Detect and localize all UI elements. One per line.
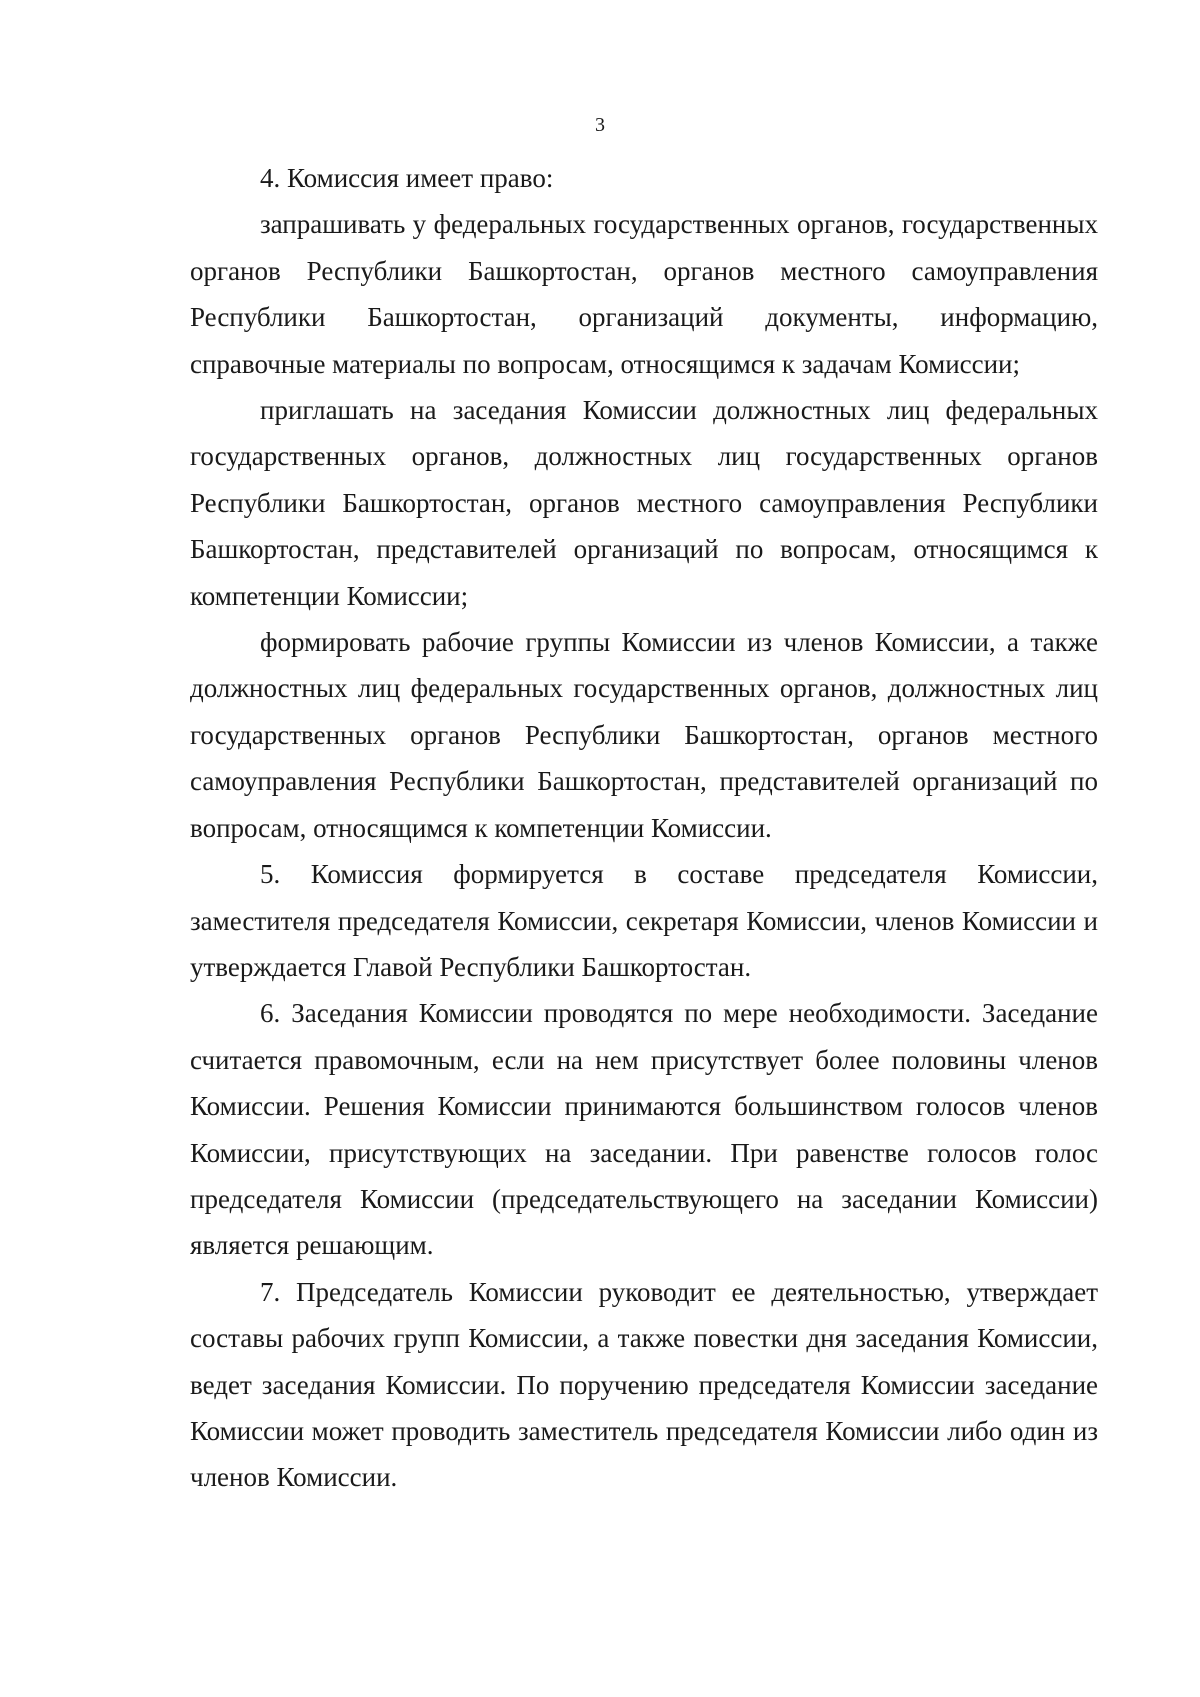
page-number: 3: [595, 114, 605, 136]
document-body: [190, 155, 1098, 1501]
right-invite-officials: приглашать на заседания Комиссии должностных лиц федеральных государственных органов, должностных лиц государственных органов Республики Башкортостан, органов местного самоуправления Республики Башкортостан, представителей организаций по вопросам, относящимся к компетенции Комиссии;: [190, 395, 1098, 611]
section-4-heading: 4. Комиссия имеет право:: [260, 163, 554, 193]
section-5-composition: 5. Комиссия формируется в составе председателя Комиссии, заместителя председателя Комиссии, секретаря Комиссии, членов Комиссии и утверждается Главой Республики Башкортостан.: [190, 859, 1098, 982]
right-form-working-groups: формировать рабочие группы Комиссии из членов Комиссии, а также должностных лиц федеральных государственных органов, должностных лиц государственных органов Республики Башкортостан, органов местного самоуправления Республики Башкортостан, представителей организаций по вопросам, относящимся к компетенции Комиссии.: [190, 627, 1098, 843]
right-request-documents: запрашивать у федеральных государственных органов, государственных органов Республики Башкортостан, органов местного самоуправления Республики Башкортостан, организаций документы, информацию, справочные материалы по вопросам, относящимся к задачам Комиссии;: [190, 209, 1098, 379]
section-6-meetings: 6. Заседания Комиссии проводятся по мере необходимости. Заседание считается правомочным, если на нем присутствует более половины членов Комиссии. Решения Комиссии принимаются большинством голосов членов Комиссии, присутствующих на заседании. При равенстве голосов голос председателя Комиссии (председательствующего на заседании Комиссии) является решающим.: [190, 998, 1098, 1261]
section-7-chairman: 7. Председатель Комиссии руководит ее деятельностью, утверждает составы рабочих групп Комиссии, а также повестки дня заседания Комиссии, ведет заседания Комиссии. По поручению председателя Комиссии заседание Комиссии может проводить заместитель председателя Комиссии либо один из членов Комиссии.: [190, 1276, 1098, 1493]
